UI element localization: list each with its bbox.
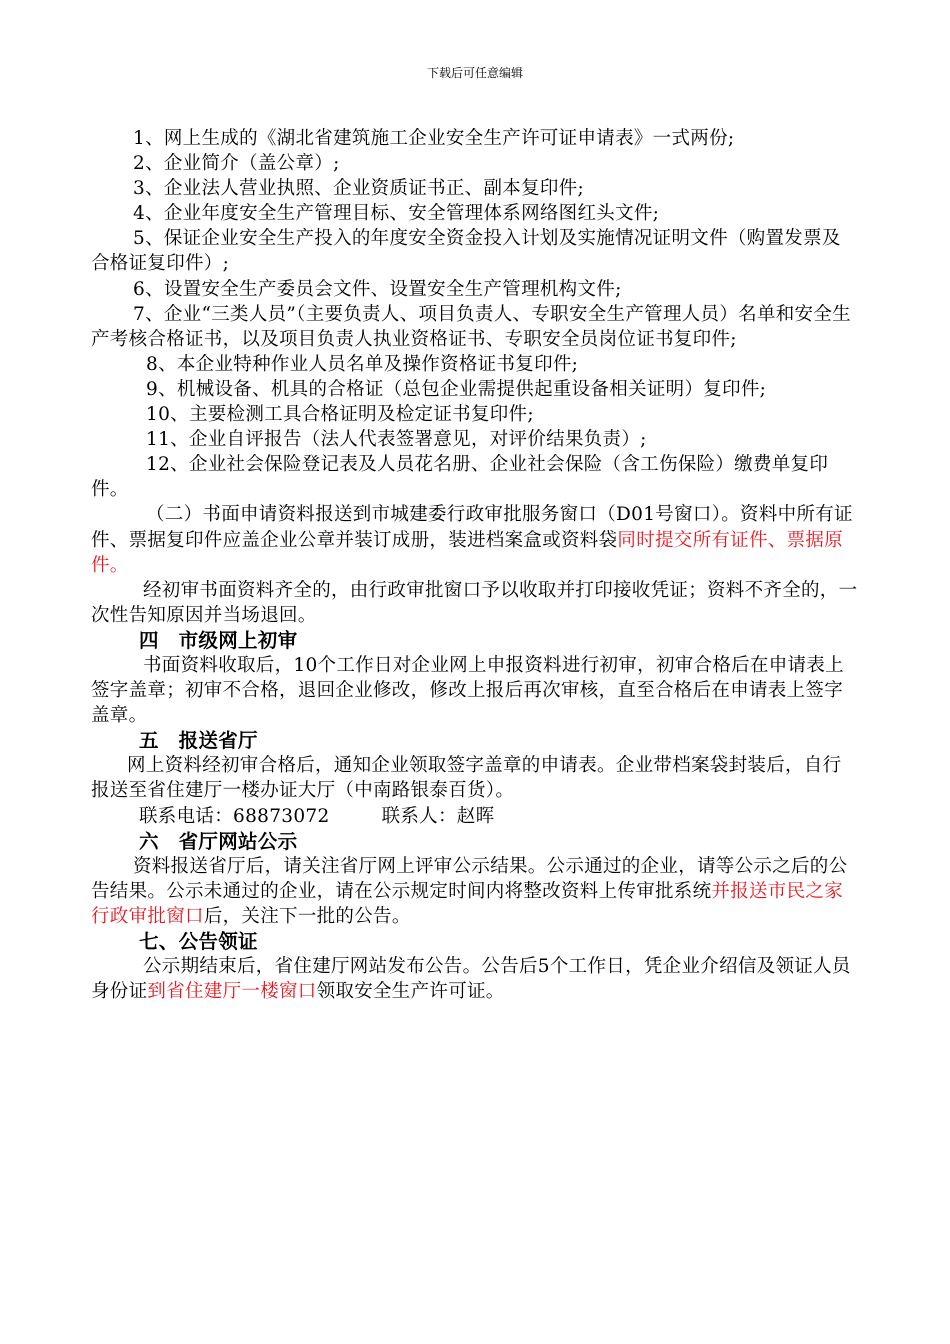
section7-text-end: 领取安全生产许可证。	[316, 981, 505, 1003]
section-heading: 七、公告领证	[139, 930, 258, 953]
list-item: 7、企业“三类人员”（主要负责人、项目负责人、专职安全生产管理人员）名单和安全生产考核合格证书，以及项目负责人执业资格证书、专职安全员岗位证书复印件;	[91, 303, 851, 350]
section7-highlight: 到省住建厅一楼窗口	[147, 981, 317, 1003]
section-heading: 四 市级网上初审	[139, 628, 298, 652]
list-item: 11、企业自评报告（法人代表签署意见，对评价结果负责）;	[146, 429, 647, 451]
section6-text-end: 后，关注下一批的公告。	[203, 905, 411, 927]
list-item: 9、机械设备、机具的合格证（总包企业需提供起重设备相关证明）复印件;	[146, 378, 767, 400]
list-item: 2、企业简介（盖公章）;	[133, 153, 340, 175]
submission-text: （二）书面申请资料报送到市城建委行政审批服务窗口（D01号窗口）。资料中所有证件、票据复印件应盖企业公章并装订成册，装进档案盒或资料袋	[91, 504, 853, 551]
document-body	[91, 126, 859, 1004]
list-item: 10、主要检测工具合格证明及检定证书复印件;	[146, 404, 534, 426]
section7-text: 公示期结束后，省住建厅网站发布公告。公告后5个工作日，凭企业介绍信及领证人员身份证	[91, 956, 851, 1003]
contact-phone: 联系电话：68873072	[139, 805, 330, 827]
list-item: 12、企业社会保险登记表及人员花名册、企业社会保险（含工伤保险）缴费单复印件。	[91, 454, 829, 501]
submission-paragraph	[91, 502, 859, 577]
section-heading: 六 省厅网站公示	[139, 829, 298, 853]
page-header: 下载后可任意编辑	[426, 66, 523, 80]
contact-line	[91, 804, 859, 829]
list-item: 1、网上生成的《湖北省建筑施工企业安全生产许可证申请表》一式两份;	[133, 128, 735, 149]
section-body	[91, 954, 859, 1004]
list-item: 6、设置安全生产委员会文件、设置安全生产管理机构文件;	[133, 278, 622, 300]
list-item: 4、企业年度安全生产管理目标、安全管理体系网络图红头文件;	[133, 203, 660, 225]
section6-text: 资料报送省厅后，请关注省厅网上评审公示结果。公示通过的企业，请等公示之后的公告结果。公示未通过的企业，请在公示规定时间内将整改资料上传审批系统	[91, 855, 848, 902]
list-item: 8、本企业特种作业人员名单及操作资格证书复印件;	[146, 353, 579, 375]
section-body: 网上资料经初审合格后，通知企业领取签字盖章的申请表。企业带档案袋封装后，自行报送至省住建厅一楼办证大厅（中南路银泰百货）。	[91, 755, 842, 802]
list-item: 5、保证企业安全生产投入的年度安全资金投入计划及实施情况证明文件（购置发票及合格证复印件）;	[91, 228, 841, 275]
section-heading: 五 报送省厅	[139, 729, 258, 753]
contact-person: 联系人：赵晖	[381, 805, 495, 827]
list-item: 3、企业法人营业执照、企业资质证书正、副本复印件;	[133, 178, 585, 200]
review-note: 经初审书面资料齐全的，由行政审批窗口予以收取并打印接收凭证；资料不齐全的，一次性告知原因并当场退回。	[91, 579, 858, 626]
submission-highlight: 同时提交所有证件、票据原件。	[91, 529, 844, 576]
section-body	[91, 854, 859, 929]
section6-highlight: 并报送市民之家行政审批窗口	[91, 880, 844, 927]
section-body: 书面资料收取后，10个工作日对企业网上申报资料进行初审，初审合格后在申请表上签字盖章；初审不合格，退回企业修改，修改上报后再次审核，直至合格后在申请表上签字盖章。	[91, 654, 844, 727]
